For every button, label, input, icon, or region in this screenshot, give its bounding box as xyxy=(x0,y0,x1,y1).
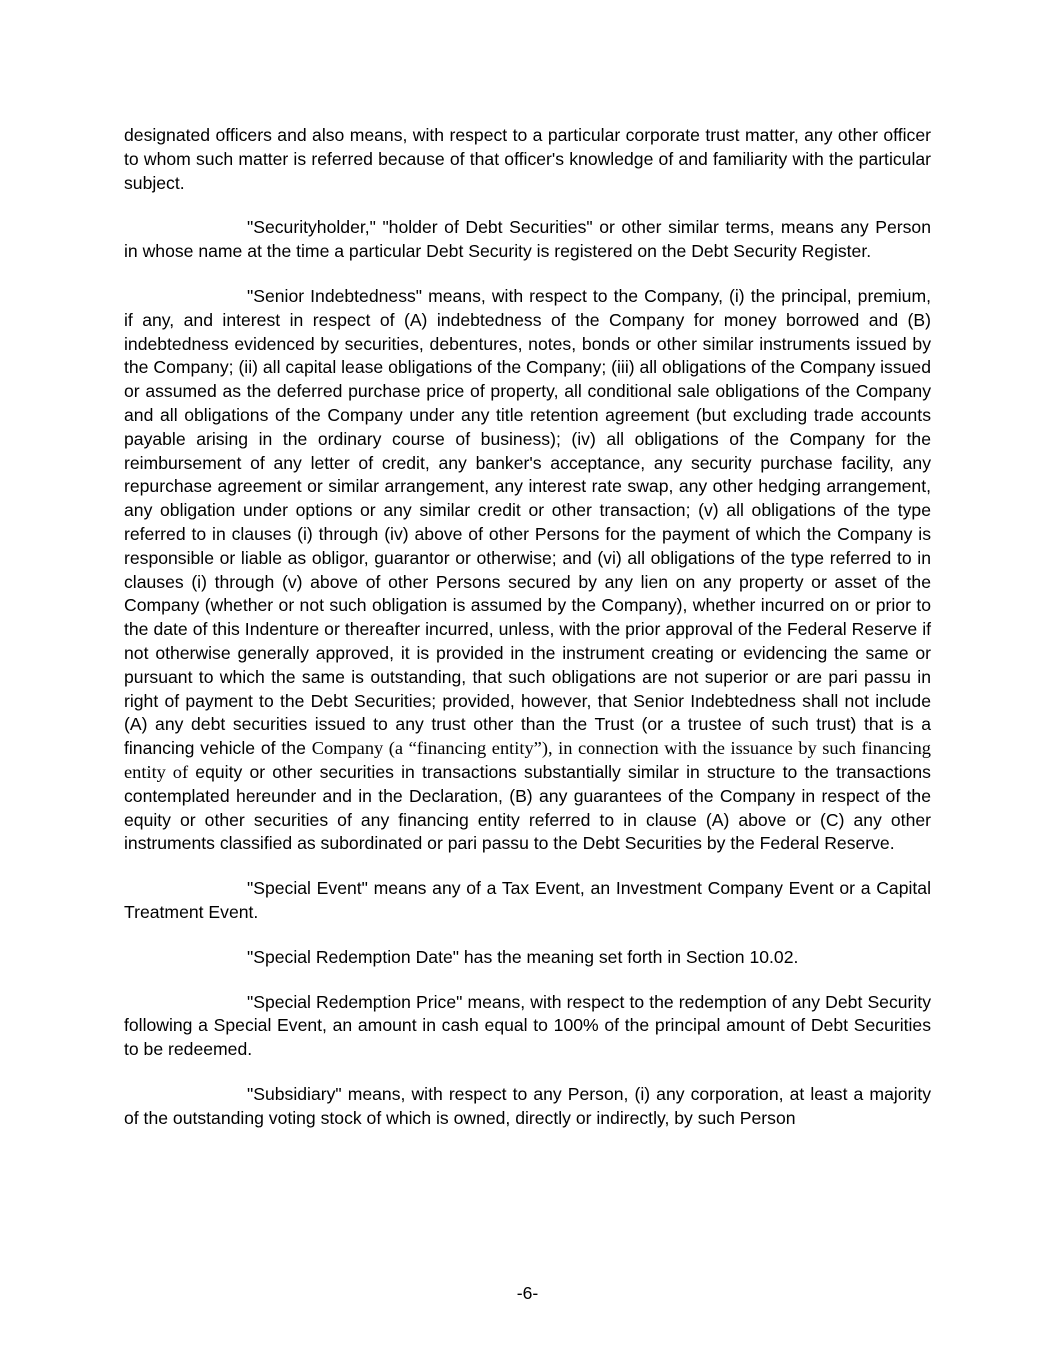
paragraph-designated-officers: designated officers and also means, with respect to a particular corporate trust matter, any other officer to whom such matter is referred because of that officer's knowledge of and familiarity with the particular subject. xyxy=(124,125,931,193)
paragraph-senior-indebtedness-definition xyxy=(124,285,931,856)
paragraph-special-event-definition: "Special Event" means any of a Tax Event, an Investment Company Event or a Capital Treatment Event. xyxy=(124,878,931,922)
page-number: -6- xyxy=(516,1283,539,1303)
paragraph-securityholder-definition: "Securityholder," "holder of Debt Securities" or other similar terms, means any Person in whose name at the time a particular Debt Security is registered on the Debt Security Register. xyxy=(124,217,931,262)
paragraph-subsidiary-definition: "Subsidiary" means, with respect to any Person, (i) any corporation, at least a majority of the outstanding voting stock of which is owned, directly or indirectly, by such Person xyxy=(124,1083,931,1128)
senior-indebtedness-text-part1: "Senior Indebtedness" means, with respect to the Company, (i) the principal, premium, if any, and interest in respect of (A) indebtedness of the Company for money borrowed and (B) indebtedness evidenced by securities, debentures, notes, bonds or other similar instruments issued by the Company; (ii) all capital lease obligations of the Company; (iii) all obligations of the Company issued or assumed as the deferred purchase price of property, all conditional sale obligations of the Company and all obligations of the Company under any title retention agreement (but excluding trade accounts payable arising in the ordinary course of business); (iv) all obligations of the Company for the reimbursement of any letter of credit, any banker's acceptance, any security purchase facility, any repurchase agreement or similar arrangement, any interest rate swap, any other hedging arrangement, any obligation under options or any similar credit or other transaction; (v) all obligations of the type referred to in clauses (i) through (iv) above of other Persons for the payment of which the Company is responsible or liable as obligor, guarantor or otherwise; and (vi) all obligations of the type referred to in clauses (i) through (v) above of other Persons secured by any lien on any property or asset of the Company (whether or not such obligation is assumed by the Company), whether incurred on or prior to the date of this Indenture or thereafter incurred, unless, with the prior approval of the Federal Reserve if not otherwise generally approved, it is provided in the instrument creating or evidencing the same or pursuant to which the same is outstanding, that such obligations are not superior or are pari passu in right of payment to the Debt Securities; provided, however, that Senior Indebtedness shall not include (A) any debt securities issued to any trust other than the Trust (or a trustee of such trust) that is a financing vehicle of the xyxy=(124,285,931,759)
senior-indebtedness-text-part3: equity or other securities in transactions substantially similar in structure to the transactions contemplated hereunder and in the Declaration, (B) any guarantees of the Company in respect of the equity or other securities of any financing entity referred to in clause (A) above or (C) any other instruments classified as subordinated or pari passu to the Debt Securities by the Federal Reserve. xyxy=(124,761,931,854)
senior-indebtedness-text-part2: Company (a “financing entity”), in connection with the issuance by such financing entity of xyxy=(124,738,931,782)
document-page xyxy=(124,124,931,1130)
paragraph-special-redemption-price-definition: "Special Redemption Price" means, with respect to the redemption of any Debt Security following a Special Event, an amount in cash equal to 100% of the principal amount of Debt Securities to be redeemed. xyxy=(124,991,931,1060)
paragraph-special-redemption-date-definition: "Special Redemption Date" has the meaning set forth in Section 10.02. xyxy=(247,946,799,967)
